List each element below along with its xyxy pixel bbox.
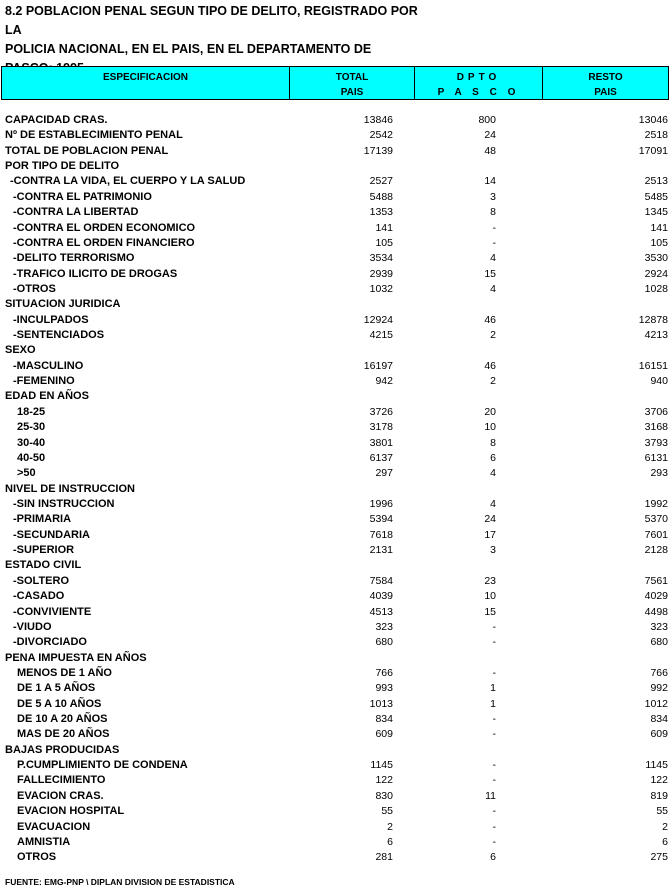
cell-dpto-pasco: 2 (490, 329, 496, 342)
cell-dpto-pasco: - (492, 728, 496, 741)
row-label: -CONTRA EL ORDEN FINANCIERO (13, 236, 195, 249)
cell-total-pais: 830 (375, 789, 393, 802)
cell-total-pais: 141 (375, 221, 393, 234)
cell-dpto-pasco: 1 (490, 697, 496, 710)
table-row (0, 512, 671, 527)
row-label: -SECUNDARIA (13, 528, 90, 541)
cell-resto-pais: 293 (650, 467, 668, 480)
cell-total-pais: 4039 (369, 590, 393, 603)
table-row (0, 389, 671, 404)
row-label: AMNISTIA (17, 835, 71, 848)
cell-resto-pais: 16151 (638, 359, 668, 372)
row-label: DE 10 A 20 AÑOS (17, 713, 108, 726)
row-label: -VIUDO (13, 620, 52, 633)
cell-dpto-pasco: 20 (484, 405, 496, 418)
cell-resto-pais: 834 (650, 713, 668, 726)
table-row (0, 620, 671, 635)
table-row (0, 328, 671, 343)
cell-resto-pais: 1992 (644, 497, 668, 510)
cell-resto-pais: 3706 (644, 405, 668, 418)
cell-total-pais: 834 (375, 713, 393, 726)
table-row (0, 574, 671, 589)
cell-total-pais: 122 (375, 774, 393, 787)
cell-dpto-pasco: 23 (484, 574, 496, 587)
cell-total-pais: 281 (375, 851, 393, 864)
cell-total-pais: 2 (387, 820, 393, 833)
row-label: -CONTRA LA VIDA, EL CUERPO Y LA SALUD (10, 175, 246, 188)
row-label: NIVEL DE INSTRUCCION (5, 482, 135, 495)
cell-dpto-pasco: - (492, 221, 496, 234)
table-row (0, 113, 671, 128)
cell-resto-pais: 2924 (644, 267, 668, 280)
cell-resto-pais: 2 (662, 820, 668, 833)
cell-resto-pais: 122 (650, 774, 668, 787)
cell-dpto-pasco: 11 (485, 789, 496, 802)
table-row (0, 144, 671, 159)
cell-total-pais: 17139 (363, 144, 393, 157)
table-row (0, 297, 671, 312)
row-label: POR TIPO DE DELITO (5, 160, 120, 173)
table-row (0, 174, 671, 189)
table-row (0, 482, 671, 497)
cell-dpto-pasco: 10 (484, 421, 496, 434)
cell-total-pais: 12924 (363, 313, 393, 326)
cell-resto-pais: 766 (650, 666, 668, 679)
cell-resto-pais: 141 (650, 221, 668, 234)
table-row (0, 466, 671, 481)
cell-resto-pais: 4498 (644, 605, 668, 618)
cell-dpto-pasco: 14 (484, 175, 496, 188)
table-row (0, 804, 671, 819)
cell-resto-pais: 1012 (644, 697, 668, 710)
cell-resto-pais: 4029 (644, 590, 668, 603)
cell-dpto-pasco: - (492, 820, 496, 833)
table-row (0, 605, 671, 620)
cell-total-pais: 942 (375, 375, 393, 388)
row-label: -DELITO TERRORISMO (13, 252, 135, 265)
table-row (0, 451, 671, 466)
table-row (0, 758, 671, 773)
cell-resto-pais: 3530 (644, 252, 668, 265)
cell-resto-pais: 1345 (644, 206, 668, 219)
cell-total-pais: 7618 (369, 528, 393, 541)
cell-total-pais: 680 (375, 636, 393, 649)
row-label: EVACION HOSPITAL (17, 805, 125, 818)
cell-dpto-pasco: 24 (484, 513, 496, 526)
cell-resto-pais: 609 (650, 728, 668, 741)
table-row (0, 128, 671, 143)
header-specification (2, 67, 289, 99)
table-row (0, 651, 671, 666)
row-label: EDAD EN AÑOS (5, 390, 89, 403)
cell-dpto-pasco: 3 (490, 190, 496, 203)
cell-dpto-pasco: 46 (484, 359, 496, 372)
cell-dpto-pasco: 1 (490, 682, 496, 695)
table-row (0, 635, 671, 650)
cell-dpto-pasco: 8 (490, 436, 496, 449)
cell-total-pais: 4215 (369, 329, 393, 342)
row-label: 40-50 (17, 451, 46, 464)
cell-resto-pais: 13046 (638, 114, 668, 126)
cell-dpto-pasco: 800 (478, 114, 496, 126)
cell-total-pais: 2542 (369, 129, 393, 142)
row-label: -MASCULINO (13, 359, 84, 372)
cell-total-pais: 13846 (363, 114, 393, 126)
row-label: -INCULPADOS (13, 313, 89, 326)
table-row (0, 190, 671, 205)
cell-total-pais: 1013 (369, 697, 393, 710)
cell-total-pais: 1032 (369, 282, 393, 295)
cell-resto-pais: 680 (650, 636, 668, 649)
row-label: -SOLTERO (13, 574, 70, 587)
cell-dpto-pasco: - (492, 636, 496, 649)
cell-dpto-pasco: - (492, 759, 496, 772)
cell-dpto-pasco: 6 (490, 451, 496, 464)
cell-resto-pais: 992 (650, 682, 668, 695)
table-row (0, 282, 671, 297)
cell-total-pais: 2939 (369, 267, 393, 280)
cell-total-pais: 297 (375, 467, 393, 480)
row-label: -TRAFICO ILICITO DE DROGAS (13, 267, 178, 280)
cell-resto-pais: 105 (650, 236, 668, 249)
cell-resto-pais: 1145 (645, 759, 668, 772)
header-resto-pais: RESTO PAIS (542, 67, 668, 99)
table-row (0, 543, 671, 558)
cell-dpto-pasco: 15 (484, 267, 496, 280)
table-row (0, 835, 671, 850)
row-label: -SENTENCIADOS (13, 329, 105, 342)
cell-total-pais: 6 (387, 835, 393, 848)
source-footnote: FUENTE: EMG-PNP \ DIPLAN DIVISION DE ESTADISTICA (5, 877, 235, 887)
cell-resto-pais: 819 (650, 789, 668, 802)
cell-total-pais: 4513 (369, 605, 393, 618)
row-label: >50 (17, 467, 36, 480)
row-label: ESTADO CIVIL (5, 559, 82, 572)
cell-total-pais: 55 (381, 805, 393, 818)
cell-resto-pais: 17091 (638, 144, 668, 157)
row-label: FALLECIMIENTO (17, 774, 106, 787)
cell-total-pais: 1145 (370, 759, 393, 772)
table-row (0, 681, 671, 696)
cell-total-pais: 993 (375, 682, 393, 695)
cell-dpto-pasco: 17 (484, 528, 496, 541)
cell-total-pais: 6137 (369, 451, 393, 464)
cell-dpto-pasco: 4 (490, 497, 496, 510)
table-row (0, 743, 671, 758)
cell-total-pais: 3178 (369, 421, 393, 434)
cell-dpto-pasco: - (492, 835, 496, 848)
cell-resto-pais: 2128 (644, 544, 668, 557)
cell-total-pais: 7584 (369, 574, 393, 587)
cell-total-pais: 5394 (369, 513, 393, 526)
table-row (0, 359, 671, 374)
cell-resto-pais: 5370 (644, 513, 668, 526)
cell-dpto-pasco: 15 (484, 605, 496, 618)
cell-resto-pais: 6131 (644, 451, 668, 464)
row-label: OTROS (17, 851, 57, 864)
cell-resto-pais: 5485 (644, 190, 668, 203)
row-label: -PRIMARIA (13, 513, 72, 526)
cell-dpto-pasco: - (492, 805, 496, 818)
table-row (0, 251, 671, 266)
header-specification-label: ESPECIFICACION (102, 72, 188, 83)
table-row (0, 528, 671, 543)
cell-total-pais: 16197 (363, 359, 393, 372)
cell-total-pais: 766 (375, 666, 393, 679)
row-label: -CASADO (13, 590, 65, 603)
cell-dpto-pasco: 3 (490, 544, 496, 557)
table-row (0, 727, 671, 742)
cell-total-pais: 105 (375, 236, 393, 249)
table-row (0, 850, 671, 865)
table-row (0, 558, 671, 573)
cell-total-pais: 323 (375, 620, 393, 633)
row-label: 30-40 (17, 436, 46, 449)
cell-resto-pais: 2518 (644, 129, 668, 142)
row-label: -SIN INSTRUCCION (13, 497, 115, 510)
cell-dpto-pasco: - (492, 236, 496, 249)
cell-dpto-pasco: 4 (490, 467, 496, 480)
cell-dpto-pasco: 24 (484, 129, 496, 142)
row-label: BAJAS PRODUCIDAS (5, 743, 120, 756)
row-label: SITUACION JURIDICA (5, 298, 121, 311)
cell-dpto-pasco: 4 (490, 252, 496, 265)
cell-total-pais: 5488 (369, 190, 393, 203)
row-label: MAS DE 20 AÑOS (17, 728, 110, 741)
row-label: -FEMENINO (13, 375, 75, 388)
cell-resto-pais: 4213 (644, 329, 668, 342)
table-row (0, 405, 671, 420)
cell-dpto-pasco: - (492, 713, 496, 726)
row-label: 18-25 (17, 405, 46, 418)
row-label: P.CUMPLIMIENTO DE CONDENA (17, 759, 188, 772)
row-label: -CONTRA EL PATRIMONIO (13, 190, 152, 203)
table-row (0, 267, 671, 282)
cell-resto-pais: 55 (656, 805, 668, 818)
cell-dpto-pasco: 46 (484, 313, 496, 326)
table-row (0, 712, 671, 727)
cell-dpto-pasco: 48 (484, 144, 496, 157)
cell-dpto-pasco: - (492, 774, 496, 787)
row-label: -OTROS (13, 282, 56, 295)
table-row (0, 313, 671, 328)
table-row (0, 159, 671, 174)
row-label: EVACION CRAS. (17, 789, 104, 802)
table-row (0, 420, 671, 435)
row-label: PENA IMPUESTA EN AÑOS (5, 651, 147, 664)
table-row (0, 497, 671, 512)
cell-resto-pais: 7601 (644, 528, 668, 541)
row-label: -CONTRA LA LIBERTAD (13, 206, 139, 219)
row-label: -CONTRA EL ORDEN ECONOMICO (13, 221, 196, 234)
cell-resto-pais: 940 (650, 375, 668, 388)
cell-resto-pais: 3168 (644, 421, 668, 434)
cell-dpto-pasco: 8 (490, 206, 496, 219)
table-row (0, 697, 671, 712)
table-body (0, 113, 671, 866)
table-row (0, 589, 671, 604)
cell-resto-pais: 323 (650, 620, 668, 633)
cell-dpto-pasco: 10 (484, 590, 496, 603)
cell-dpto-pasco: 2 (490, 375, 496, 388)
page-title: 8.2 POBLACION PENAL SEGUN TIPO DE DELITO, REGISTRADO POR LA POLICIA NACIONAL, EN EL PAIS, EN EL DEPARTAMENTO DE (5, 4, 418, 56)
cell-total-pais: 3534 (369, 252, 393, 265)
cell-total-pais: 2527 (369, 175, 393, 188)
table-row (0, 205, 671, 220)
cell-total-pais: 3801 (369, 436, 393, 449)
table-row (0, 236, 671, 251)
row-label: -SUPERIOR (13, 544, 75, 557)
table-row (0, 343, 671, 358)
table-row (0, 436, 671, 451)
row-label: Nº DE ESTABLECIMIENTO PENAL (5, 129, 183, 142)
cell-dpto-pasco: 4 (490, 282, 496, 295)
row-label: SEXO (5, 344, 36, 357)
cell-resto-pais: 12878 (638, 313, 668, 326)
row-label: 25-30 (17, 421, 46, 434)
cell-resto-pais: 6 (662, 835, 668, 848)
row-label: DE 1 A 5 AÑOS (17, 682, 96, 695)
header-total-pais: TOTAL PAIS (289, 67, 414, 99)
cell-resto-pais: 275 (650, 851, 668, 864)
row-label: DE 5 A 10 AÑOS (17, 697, 102, 710)
table-header (1, 66, 669, 100)
table-row (0, 374, 671, 389)
table-row (0, 820, 671, 835)
row-label: CAPACIDAD CRAS. (5, 114, 108, 126)
cell-dpto-pasco: - (492, 666, 496, 679)
cell-dpto-pasco: - (492, 620, 496, 633)
cell-total-pais: 1353 (369, 206, 393, 219)
header-dpto-pasco: DPTO P A S C O (414, 67, 542, 99)
cell-resto-pais: 7561 (644, 574, 668, 587)
cell-resto-pais: 2513 (644, 175, 668, 188)
row-label: EVACUACION (17, 820, 91, 833)
row-label: -DIVORCIADO (13, 636, 87, 649)
table-row (0, 666, 671, 681)
cell-dpto-pasco: 6 (490, 851, 496, 864)
cell-total-pais: 1996 (369, 497, 393, 510)
row-label: TOTAL DE POBLACION PENAL (5, 144, 169, 157)
row-label: -CONVIVIENTE (13, 605, 92, 618)
cell-total-pais: 3726 (369, 405, 393, 418)
table-row (0, 221, 671, 236)
table-row (0, 773, 671, 788)
cell-resto-pais: 1028 (644, 282, 668, 295)
cell-total-pais: 2131 (369, 544, 393, 557)
table-row (0, 789, 671, 804)
cell-total-pais: 609 (375, 728, 393, 741)
cell-resto-pais: 3793 (644, 436, 668, 449)
row-label: MENOS DE 1 AÑO (17, 666, 112, 679)
